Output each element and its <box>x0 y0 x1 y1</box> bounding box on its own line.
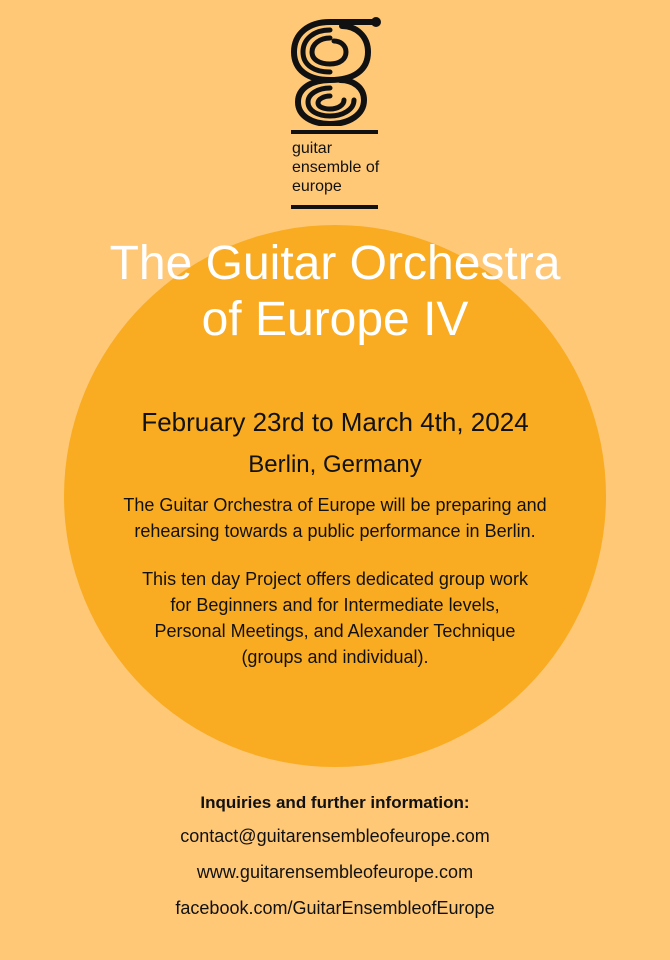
event-title <box>0 236 670 348</box>
description-line: The Guitar Orchestra of Europe will be preparing and <box>123 495 547 515</box>
description-line: for Beginners and for Intermediate levels, <box>170 595 500 615</box>
logo-line-2: ensemble of <box>292 159 380 176</box>
description-paragraph-1 <box>40 492 630 544</box>
description-paragraph-2 <box>40 566 630 670</box>
logo-line-3: europe <box>292 178 342 195</box>
contact-website: www.guitarensembleofeurope.com <box>196 862 474 882</box>
contact-facebook: facebook.com/GuitarEnsembleofEurope <box>175 898 495 918</box>
description-line: This ten day Project offers dedicated group work <box>142 569 528 589</box>
contact-section <box>0 790 670 932</box>
title-line-1: The Guitar Orchestra <box>109 237 561 290</box>
event-location: Berlin, Germany <box>248 451 422 478</box>
logo-line-1: guitar <box>292 140 333 157</box>
event-dates: February 23rd to March 4th, 2024 <box>141 407 529 437</box>
logo-wordmark <box>292 139 379 196</box>
description-line: rehearsing towards a public performance in Berlin. <box>134 521 536 541</box>
ensemble-logo-icon <box>290 14 382 126</box>
title-line-2: of Europe IV <box>201 293 469 346</box>
contact-email: contact@guitarensembleofeurope.com <box>180 826 490 846</box>
contact-heading: Inquiries and further information: <box>200 793 470 812</box>
logo-top-rule <box>291 130 378 134</box>
description-line: Personal Meetings, and Alexander Technique <box>154 621 516 641</box>
logo-bottom-rule <box>291 205 378 209</box>
description-line: (groups and individual). <box>241 647 429 667</box>
